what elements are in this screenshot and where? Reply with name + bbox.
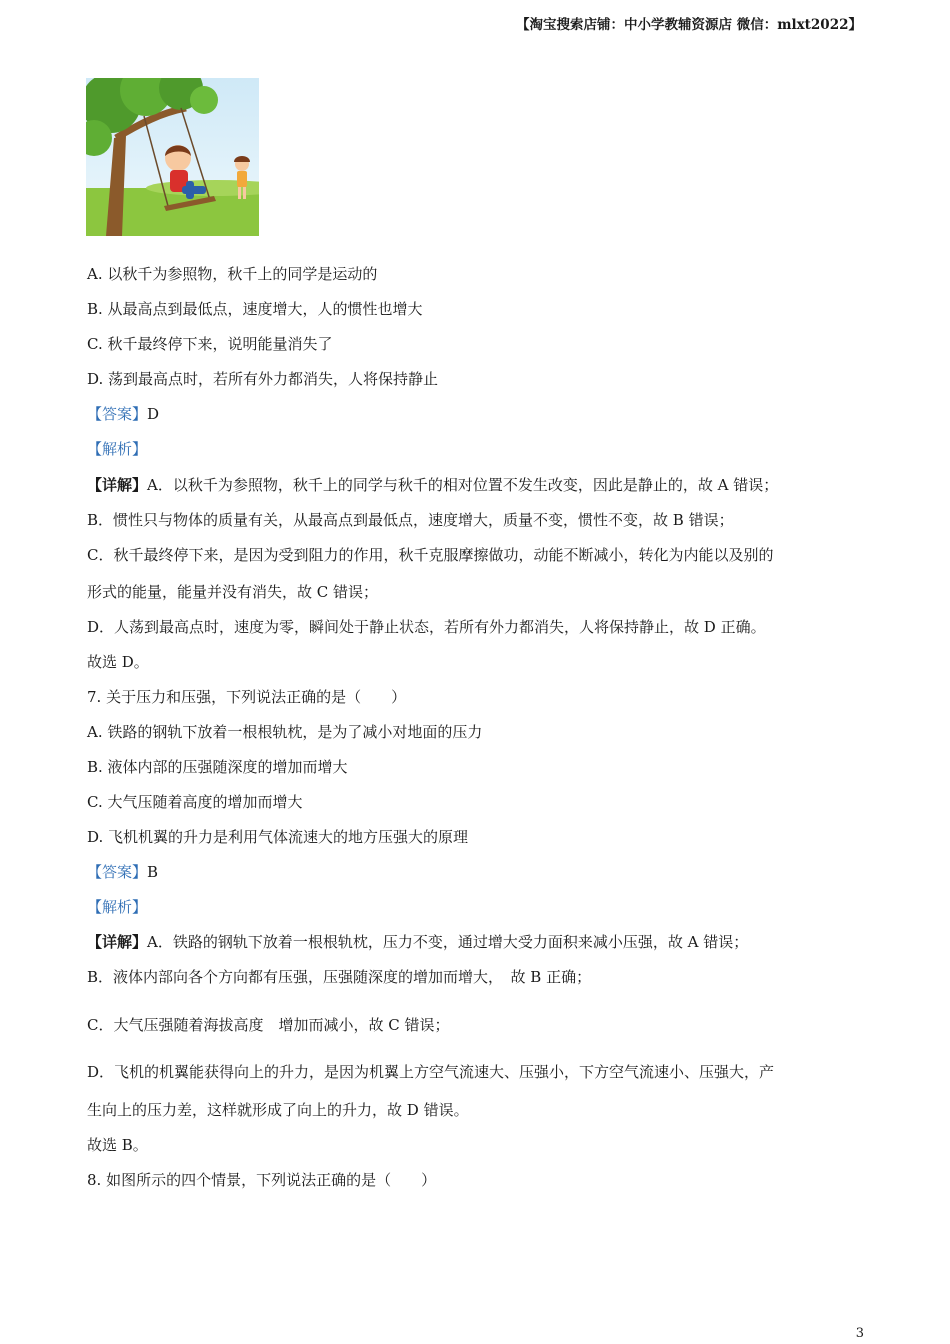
q6-detail-line-1 — [87, 475, 778, 495]
q7-analysis-tag: 【解析】 — [87, 898, 148, 916]
q6-detail-line-4: 形式的能量，能量并没有消失，故 C 错误； — [87, 583, 379, 601]
q7-option-d: D. 飞机机翼的升力是利用气体流速大的地方压强大的原理 — [87, 828, 469, 846]
detail-tag: 【详解】 — [87, 933, 148, 951]
q7-answer — [87, 862, 158, 882]
q6-option-c: C. 秋千最终停下来，说明能量消失了 — [87, 335, 333, 353]
detail-text: A．以秋千为参照物，秋千上的同学与秋千的相对位置不发生改变，因此是静止的，故 A 错误； — [147, 476, 779, 494]
q6-option-b: B. 从最高点到最低点，速度增大，人的惯性也增大 — [87, 300, 423, 318]
page-header-watermark: 【淘宝搜索店铺：中小学教辅资源店 微信：mlxt2022】 — [516, 17, 862, 33]
page-number: 3 — [855, 1326, 864, 1341]
q7-detail-line-2: B．液体内部向各个方向都有压强，压强随深度的增加而增大， 故 B 正确； — [87, 968, 592, 986]
answer-tag: 【答案】 — [87, 863, 148, 881]
q6-conclusion: 故选 D。 — [87, 653, 149, 671]
q6-detail-line-3: C．秋千最终停下来，是因为受到阻力的作用，秋千克服摩擦做功，动能不断减小，转化为内能以及别的 — [87, 546, 774, 564]
detail-tag: 【详解】 — [87, 476, 148, 494]
swing-scene-image — [86, 78, 259, 236]
q7-detail-line-5: 生向上的压力差，这样就形成了向上的升力，故 D 错误。 — [87, 1101, 469, 1119]
q7-stem: 7. 关于压力和压强，下列说法正确的是（ ） — [87, 688, 407, 706]
q6-answer — [87, 404, 159, 424]
detail-text: A．铁路的钢轨下放着一根根轨枕，压力不变，通过增大受力面积来减小压强，故 A 错误； — [147, 933, 749, 951]
answer-tag: 【答案】 — [87, 405, 148, 423]
q7-option-b: B. 液体内部的压强随深度的增加而增大 — [87, 758, 348, 776]
answer-value: B — [147, 863, 159, 881]
q7-option-a: A. 铁路的钢轨下放着一根根轨枕，是为了减小对地面的压力 — [87, 723, 483, 741]
q6-analysis-tag: 【解析】 — [87, 440, 148, 458]
q6-option-d: D. 荡到最高点时，若所有外力都消失，人将保持静止 — [87, 370, 439, 388]
answer-value: D — [147, 405, 160, 423]
q7-detail-line-3: C．大气压强随着海拔高度 增加而减小，故 C 错误； — [87, 1016, 450, 1034]
q6-option-a: A. 以秋千为参照物，秋千上的同学是运动的 — [87, 265, 378, 283]
swing-illustration — [86, 78, 259, 236]
q7-option-c: C. 大气压随着高度的增加而增大 — [87, 793, 303, 811]
q7-conclusion: 故选 B。 — [87, 1136, 148, 1154]
q6-detail-line-2: B．惯性只与物体的质量有关，从最高点到最低点，速度增大，质量不变，惯性不变，故 B 错误； — [87, 511, 734, 529]
q7-detail-line-4: D．飞机的机翼能获得向上的升力，是因为机翼上方空气流速大、压强小，下方空气流速小、压强大，产 — [87, 1063, 775, 1081]
q8-stem: 8. 如图所示的四个情景，下列说法正确的是（ ） — [87, 1171, 437, 1189]
q6-detail-line-5: D．人荡到最高点时，速度为零，瞬间处于静止状态，若所有外力都消失，人将保持静止，故 D 正确。 — [87, 618, 766, 636]
q7-detail-line-1 — [87, 932, 748, 952]
